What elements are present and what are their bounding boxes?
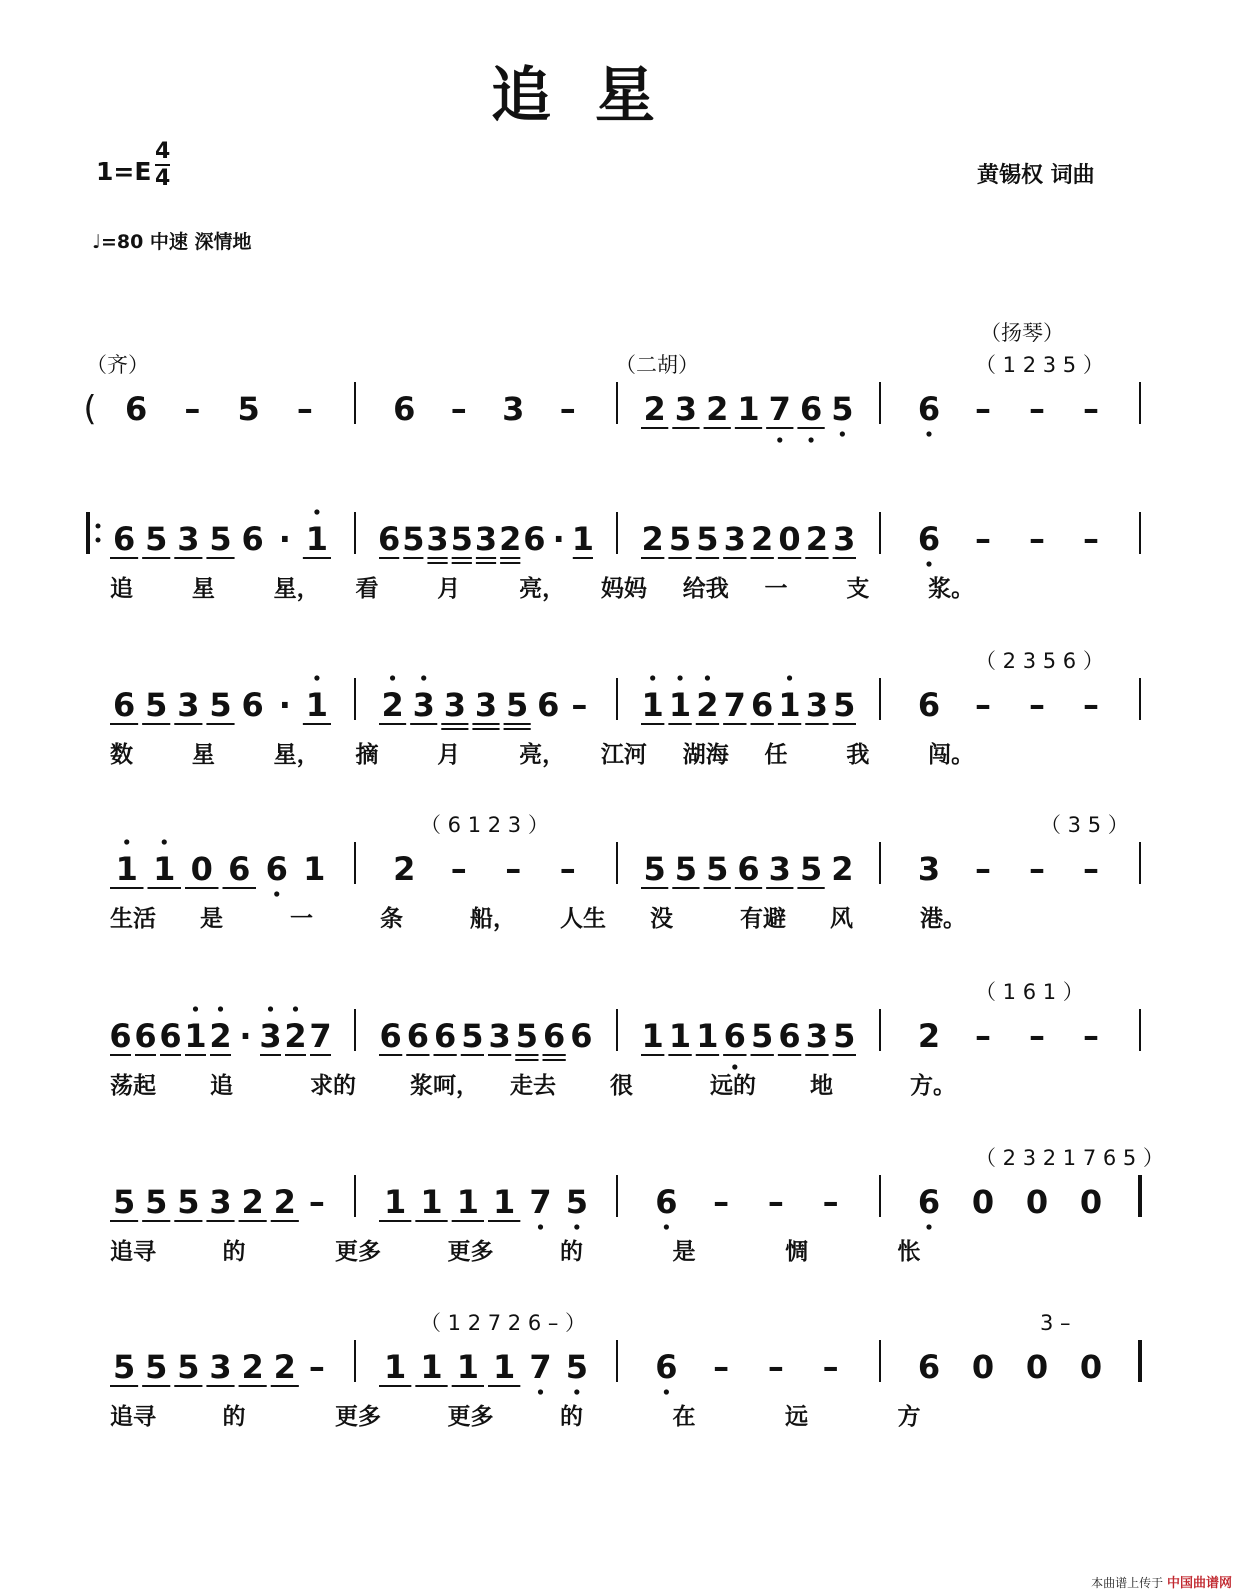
octave-dot-low [538, 1224, 543, 1229]
lyric: 一 [290, 906, 313, 932]
note: 6 [655, 1183, 678, 1221]
lyric: 荡起 [110, 1073, 156, 1099]
lyric: 地 [810, 1073, 833, 1099]
note: 6 [917, 1183, 941, 1221]
note: 6 [655, 1348, 678, 1386]
note: 6 [228, 850, 251, 888]
note: 5 [831, 390, 854, 428]
note: – [975, 520, 991, 558]
note: 6 [799, 390, 823, 428]
note: 3 [502, 390, 525, 428]
octave-dot-high [293, 1006, 298, 1011]
note: 6 [241, 686, 264, 724]
note: 5 [751, 1017, 774, 1055]
note: – [559, 850, 576, 888]
octave-dot-high [218, 1006, 223, 1011]
lyric: 星， [273, 742, 320, 768]
interlude-cue: （ 6 1 2 3 ） [420, 813, 549, 837]
note: 0 [1025, 1183, 1049, 1221]
note: 2 [393, 850, 416, 888]
note: – [1083, 850, 1099, 888]
note: 5 [461, 1017, 484, 1055]
note: 2 [499, 520, 522, 558]
note: 6 [406, 1017, 430, 1055]
interlude-cue: （ 1 2 7 2 6 – ） [420, 1311, 587, 1335]
note: 6 [241, 520, 264, 558]
lyric: 亮， [519, 742, 566, 768]
lyric: 方。 [910, 1073, 956, 1099]
lyric: 更多 [335, 1404, 381, 1430]
note: 6 [917, 686, 941, 724]
note: 3 [209, 1348, 232, 1386]
lyric: 很 [610, 1073, 633, 1099]
note: 6 [542, 1017, 566, 1055]
interlude-cue: （二胡） [615, 353, 699, 377]
lyric: 远 [785, 1404, 808, 1430]
note: 6 [570, 1017, 593, 1055]
note: 0 [778, 520, 801, 558]
note: 1 [778, 686, 801, 724]
lyric: 任 [764, 742, 788, 768]
note: – [571, 686, 588, 724]
lyric: 的 [222, 1239, 246, 1265]
note: 6 [159, 1017, 182, 1055]
note: 3 [674, 390, 698, 428]
note: – [1029, 520, 1045, 558]
note: 2 [751, 520, 774, 558]
note: 6 [379, 1017, 402, 1055]
note: 0 [971, 1348, 995, 1386]
song-title: 追星 [491, 61, 699, 131]
note: 1 [305, 686, 329, 724]
note: 5 [112, 1183, 136, 1221]
lyric: 月 [437, 576, 461, 602]
note: – [1029, 1017, 1045, 1055]
note: – [1083, 686, 1099, 724]
note: 6 [523, 520, 546, 558]
lyric: 的 [560, 1404, 583, 1430]
note: – [1029, 686, 1045, 724]
octave-dot-high [314, 675, 319, 680]
note: 5 [145, 1183, 168, 1221]
lyric: 没 [650, 906, 673, 932]
note: 1 [737, 390, 760, 428]
repeat-dot [96, 538, 101, 543]
lyric: 在 [672, 1404, 696, 1430]
lyric: 是 [672, 1239, 696, 1265]
note: 6 [393, 390, 416, 428]
note: – [822, 1183, 839, 1221]
octave-dot-low [538, 1389, 543, 1394]
lyric: 更多 [447, 1239, 494, 1265]
lyric: 更多 [447, 1404, 494, 1430]
footer-credit [1091, 1572, 1232, 1591]
note: 1 [571, 520, 595, 558]
octave-dot-low [926, 1224, 931, 1229]
note: 2 [273, 1348, 296, 1386]
note: – [1029, 390, 1045, 428]
note: 2 [917, 1017, 941, 1055]
interlude-cue: （ 2 3 2 1 7 6 5 ） [975, 1146, 1164, 1170]
note: – [450, 850, 467, 888]
site-logo: 中国曲谱网 [1166, 1576, 1232, 1591]
note: 3 [768, 850, 791, 888]
note: 1 [641, 1017, 664, 1055]
note: 7 [723, 686, 746, 724]
repeat-dot [96, 524, 101, 529]
note: – [1083, 1017, 1099, 1055]
note: 2 [805, 520, 829, 558]
note: 3 [805, 1017, 829, 1055]
note: 5 [706, 850, 729, 888]
note: 3 [805, 686, 829, 724]
note: – [975, 850, 991, 888]
octave-dot-low [574, 1224, 579, 1229]
note: 6 [265, 850, 288, 888]
key-signature: 1=E [96, 157, 152, 186]
note: 7 [768, 390, 791, 428]
interlude-cue: （齐） [86, 353, 149, 377]
note: 2 [641, 520, 664, 558]
note: – [713, 1348, 730, 1386]
note: – [975, 1017, 991, 1055]
note: 3 [209, 1183, 232, 1221]
note: 2 [706, 390, 729, 428]
tempo-marking: ♩=80 中速 深情地 [92, 231, 252, 253]
note: 3 [833, 520, 856, 558]
note: 6 [917, 390, 941, 428]
lyric: 是 [200, 906, 223, 932]
lyric: 条 [380, 906, 403, 932]
note: 1 [641, 686, 664, 724]
note: 3 [259, 1017, 282, 1055]
note: 5 [177, 1183, 200, 1221]
note: 5 [209, 520, 232, 558]
octave-dot-high [162, 839, 167, 844]
octave-dot-low [926, 431, 931, 436]
note: – [713, 1183, 730, 1221]
note: 2 [209, 1017, 232, 1055]
lyric: 支 [846, 576, 870, 602]
note: 5 [506, 686, 529, 724]
note: 5 [112, 1348, 136, 1386]
lyric: 远的 [710, 1073, 756, 1099]
lyric: 我 [846, 742, 870, 768]
note: 5 [450, 520, 473, 558]
note: 3 [917, 850, 941, 888]
note: 6 [124, 390, 148, 428]
note: 5 [209, 686, 232, 724]
note: 3 [426, 520, 449, 558]
lyric: 妈妈 [600, 576, 647, 602]
lyric: 风 [830, 906, 853, 932]
note: – [975, 390, 991, 428]
note: 6 [537, 686, 560, 724]
note: – [975, 686, 991, 724]
note: 6 [737, 850, 760, 888]
note: 1 [303, 850, 326, 888]
octave-dot-high [124, 839, 129, 844]
interlude-cue: （ 3 5 ） [1040, 813, 1129, 837]
note: · [278, 520, 291, 558]
lyric: 追 [210, 1073, 233, 1099]
lyric: 港。 [920, 906, 966, 932]
note: 1 [696, 1017, 719, 1055]
note: – [559, 390, 576, 428]
lyric: 浆。 [928, 576, 975, 602]
lyric: 月 [437, 742, 461, 768]
note: · [239, 1017, 252, 1055]
octave-dot-high [421, 675, 426, 680]
note: – [822, 1348, 839, 1386]
note: 1 [668, 1017, 692, 1055]
note: 3 [177, 686, 200, 724]
lyric: 生活 [110, 906, 156, 932]
interlude-cue: （ 1 2 3 5 ） [975, 353, 1104, 377]
lyric: 方 [897, 1404, 921, 1430]
lyric: 追寻 [110, 1239, 156, 1265]
note: 5 [565, 1183, 588, 1221]
note: 3 [474, 520, 498, 558]
note: 0 [971, 1183, 995, 1221]
note: 2 [381, 686, 404, 724]
note: 3 [488, 1017, 511, 1055]
note: 2 [831, 850, 854, 888]
note: 6 [109, 1017, 132, 1055]
note: 5 [237, 390, 260, 428]
note: – [450, 390, 467, 428]
note: 6 [112, 686, 136, 724]
note: 5 [145, 520, 168, 558]
note: 2 [284, 1017, 307, 1055]
interlude-cue: 3 – [1040, 1311, 1071, 1335]
lyric: 惆 [785, 1239, 808, 1265]
lyric: 浆呵， [410, 1073, 479, 1099]
note: 7 [529, 1183, 552, 1221]
note: 2 [241, 1183, 264, 1221]
lyric: 走去 [510, 1073, 556, 1099]
lyric: 怅 [897, 1239, 921, 1265]
octave-dot-low [664, 1224, 669, 1229]
lyric: 闯。 [928, 742, 975, 768]
note: 5 [177, 1348, 200, 1386]
note: · [278, 686, 291, 724]
note: 1 [493, 1183, 516, 1221]
lyric: 湖海 [682, 742, 729, 768]
lyric: 追寻 [110, 1404, 156, 1430]
lyric: 星 [191, 742, 215, 768]
lyric: 亮， [519, 576, 566, 602]
lyric: 给我 [682, 576, 729, 602]
note: 5 [696, 520, 719, 558]
note: 5 [799, 850, 823, 888]
note: 1 [384, 1348, 407, 1386]
meter-bottom: 4 [155, 166, 171, 191]
note: 6 [134, 1017, 157, 1055]
note: – [308, 1348, 325, 1386]
note: 5 [145, 686, 168, 724]
note: – [767, 1348, 784, 1386]
octave-dot-low [777, 437, 782, 442]
lyric: 的 [222, 1404, 246, 1430]
lyric: 追 [110, 576, 133, 602]
octave-dot-high [705, 675, 710, 680]
note: 1 [384, 1183, 407, 1221]
note: 6 [723, 1017, 746, 1055]
note: 6 [778, 1017, 801, 1055]
note: 1 [456, 1348, 479, 1386]
octave-dot-low [840, 431, 845, 436]
note: 3 [723, 520, 746, 558]
lyric: 人生 [560, 906, 606, 932]
note: 2 [241, 1348, 264, 1386]
octave-dot-high [787, 675, 792, 680]
lyric: 看 [355, 576, 379, 602]
note: 6 [917, 1348, 941, 1386]
note: 1 [115, 850, 138, 888]
opening-bracket: ( [83, 389, 97, 429]
note: 1 [668, 686, 692, 724]
note: 2 [696, 686, 719, 724]
note: 6 [377, 520, 401, 558]
note: 1 [493, 1348, 516, 1386]
note: 3 [177, 520, 200, 558]
note: 5 [145, 1348, 168, 1386]
lyric: 江河 [600, 742, 647, 768]
note: 7 [529, 1348, 552, 1386]
note: 3 [412, 686, 435, 724]
note: – [1083, 390, 1099, 428]
note: 6 [751, 686, 774, 724]
octave-dot-low [574, 1389, 579, 1394]
note: 1 [456, 1183, 479, 1221]
lyric: 求的 [310, 1073, 356, 1099]
footer-text: 本曲谱上传于 [1091, 1576, 1164, 1590]
octave-dot-low [664, 1389, 669, 1394]
note: 5 [565, 1348, 588, 1386]
note: – [505, 850, 522, 888]
lyric: 星 [191, 576, 215, 602]
note: 1 [184, 1017, 207, 1055]
lyric: 数 [110, 742, 133, 768]
note: 5 [833, 686, 856, 724]
note: 7 [309, 1017, 332, 1055]
lyric: 星， [273, 576, 320, 602]
note: 2 [273, 1183, 296, 1221]
note: 0 [1025, 1348, 1049, 1386]
lyric: 的 [560, 1239, 583, 1265]
note: 6 [112, 520, 136, 558]
note: 1 [305, 520, 329, 558]
lyric: 摘 [355, 742, 379, 768]
octave-dot-high [677, 675, 682, 680]
note: 0 [190, 850, 213, 888]
author-credit: 黄锡权 词曲 [977, 163, 1095, 188]
note: 3 [443, 686, 466, 724]
note: 0 [1079, 1348, 1103, 1386]
note: 5 [515, 1017, 539, 1055]
octave-dot-high [314, 509, 319, 514]
octave-dot-low [732, 1064, 737, 1069]
note: – [308, 1183, 325, 1221]
octave-dot-high [268, 1006, 273, 1011]
note: – [184, 390, 201, 428]
meter-top: 4 [155, 139, 171, 164]
octave-dot-high [390, 675, 395, 680]
note: – [767, 1183, 784, 1221]
note: 5 [643, 850, 666, 888]
note: 5 [402, 520, 425, 558]
note: 3 [474, 686, 498, 724]
interlude-cue: （ 1 6 1 ） [975, 980, 1084, 1004]
octave-dot-high [650, 675, 655, 680]
lyric: 一 [764, 576, 788, 602]
note: 5 [668, 520, 692, 558]
note: 2 [643, 390, 666, 428]
note: – [296, 390, 313, 428]
lyric: 船， [470, 906, 516, 932]
note: 0 [1079, 1183, 1103, 1221]
note: – [1029, 850, 1045, 888]
lyric: 有避 [740, 906, 786, 932]
note: – [1083, 520, 1099, 558]
octave-dot-low [808, 437, 813, 442]
octave-dot-low [274, 891, 279, 896]
note: 5 [674, 850, 698, 888]
note: 6 [917, 520, 941, 558]
note: 5 [833, 1017, 856, 1055]
octave-dot-high [193, 1006, 198, 1011]
note: 1 [420, 1348, 443, 1386]
instrument-cue: （扬琴） [980, 321, 1064, 345]
lyric: 更多 [335, 1239, 381, 1265]
note: 1 [420, 1183, 443, 1221]
note: 6 [433, 1017, 457, 1055]
interlude-cue: （ 2 3 5 6 ） [975, 649, 1104, 673]
note: 1 [153, 850, 176, 888]
octave-dot-low [926, 561, 931, 566]
note: · [552, 520, 565, 558]
